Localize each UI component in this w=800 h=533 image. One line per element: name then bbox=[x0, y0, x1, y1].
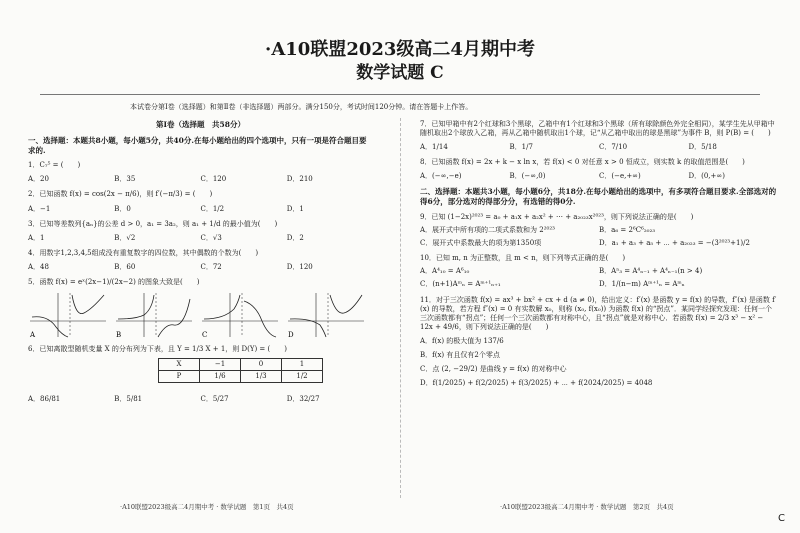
q9-option-a: A．展开式中所有项的二项式系数和为 2²⁰²³ bbox=[420, 226, 555, 235]
q2-option-b: B．0 bbox=[114, 204, 131, 213]
table-cell: X bbox=[159, 359, 200, 371]
right-column bbox=[420, 120, 778, 388]
q8-option-d: D．(0,+∞) bbox=[688, 172, 725, 181]
table-cell: 1 bbox=[282, 359, 323, 371]
question-5-stem: 5．函数 f(x) = eˣ(2x−1)/(2x−2) 的图象大致是( ) bbox=[28, 278, 200, 286]
q11-option-a: A．f(x) 的极大值为 137/6 bbox=[420, 336, 504, 345]
q6-option-c: C．5/27 bbox=[200, 395, 229, 404]
q4-option-c: C．72 bbox=[200, 262, 222, 271]
q6-option-d: D．32/27 bbox=[286, 395, 320, 404]
column-divider bbox=[400, 118, 401, 498]
q6-option-a: A．86/81 bbox=[28, 395, 61, 404]
question-6-stem: 6．已知离散型随机变量 X 的分布列为下表，且 Y = 1/3 X + 1，则 D(Y) = ( ) bbox=[28, 345, 287, 354]
q8-option-a: A．(−∞,−e) bbox=[420, 172, 462, 181]
q8-option-b: B．(−∞,0) bbox=[509, 172, 546, 181]
q1-option-d: D．210 bbox=[286, 175, 313, 184]
q5-graph-c bbox=[200, 291, 280, 339]
q11-option-b: B．f(x) 有且仅有2个零点 bbox=[420, 351, 500, 359]
question-7-stem: 7．已知甲箱中有2个红球和3个黑球，乙箱中有1个红球和3个黑球（所有球除颜色外完全相同），某学生先从甲箱中随机取出2个球放入乙箱，再从乙箱中随机取出1个球，记“从乙箱中取出的球是黑球”为事件 B，则 P(B) = ( ) bbox=[420, 120, 775, 138]
q5-graph-b bbox=[114, 291, 194, 339]
q3-option-a: A．1 bbox=[28, 233, 45, 242]
question-2-stem: 2．已知函数 f(x) = cos(2x − π/6)，则 f′(−π/3) = ( ) bbox=[28, 190, 213, 199]
table-cell: 1/2 bbox=[282, 371, 323, 383]
q7-option-a: A．1/14 bbox=[420, 143, 448, 152]
q4-option-b: B．60 bbox=[114, 262, 136, 271]
section-1-instructions: 一、选择题：本题共8小题，每小题5分，共40分.在每小题给出的四个选项中，只有一项是符合题目要求的. bbox=[28, 135, 367, 155]
q11-option-c: C．点 (2, −29/2) 是曲线 y = f(x) 的对称中心 bbox=[420, 365, 567, 374]
q5-label-a: A bbox=[30, 331, 36, 340]
page-mark: C bbox=[778, 513, 785, 524]
question-2 bbox=[28, 190, 373, 213]
q5-graph-a bbox=[28, 291, 108, 339]
question-10-stem: 10．已知 m, n 为正整数，且 m < n，则下列等式正确的是( ) bbox=[420, 254, 626, 263]
q8-option-c: C．(−e,+∞) bbox=[599, 172, 641, 181]
header-rule bbox=[40, 94, 760, 95]
q2-option-a: A．−1 bbox=[28, 204, 51, 213]
q9-option-c: C．展开式中系数最大的项为第1350项 bbox=[420, 239, 542, 248]
question-6 bbox=[28, 345, 373, 404]
question-3-stem: 3．已知等差数列{aₙ}的公差 d > 0，a₁ = 3a₂，则 a₁ + 1/d 的最小值为( ) bbox=[28, 219, 278, 228]
q3-option-d: D．2 bbox=[286, 233, 304, 242]
question-7 bbox=[420, 120, 778, 152]
q5-label-b: B bbox=[116, 331, 122, 340]
q2-option-d: D．1 bbox=[286, 204, 304, 213]
question-1 bbox=[28, 161, 373, 184]
q5-graph-d bbox=[286, 291, 366, 339]
q1-option-a: A．20 bbox=[28, 175, 49, 184]
q10-option-a: A．A⁴₁₀ = A⁶₁₀ bbox=[420, 267, 470, 276]
question-10 bbox=[420, 254, 778, 289]
q7-option-c: C．7/10 bbox=[599, 143, 628, 152]
question-3 bbox=[28, 220, 373, 243]
question-9-stem: 9．已知 (1−2x)²⁰²³ = a₀ + a₁x + a₂x² + ⋯ + a₂₀₂₃x²⁰²³，则下列说法正确的是( ) bbox=[420, 212, 694, 221]
table-cell: 0 bbox=[241, 359, 282, 371]
q7-option-b: B．1/7 bbox=[509, 143, 533, 152]
table-cell: −1 bbox=[200, 359, 241, 371]
q3-option-c: C．√3 bbox=[200, 233, 222, 242]
q9-option-b: B．a₆ = 2⁶C⁶₂₀₂₃ bbox=[599, 226, 656, 235]
question-1-stem: 1．C₇⁵ = ( ) bbox=[28, 161, 81, 170]
exam-subtitle: 数学试题 C bbox=[356, 63, 444, 83]
q7-option-d: D．5/18 bbox=[688, 143, 717, 152]
q1-option-c: C．120 bbox=[200, 175, 227, 184]
table-cell: 1/3 bbox=[241, 371, 282, 383]
question-9 bbox=[420, 213, 778, 248]
q11-option-d: D．f(1/2025) + f(2/2025) + f(3/2025) + ⋯ + f(2024/2025) = 4048 bbox=[420, 379, 653, 388]
q10-option-c: C．(n+1)Aᵐₙ = Aᵐ⁺¹ₙ₊₁ bbox=[420, 280, 501, 289]
question-11-stem: 11．对于三次函数 f(x) = ax³ + bx² + cx + d (a ≠ 0)，给出定义：f′(x) 是函数 y = f(x) 的导数，f″(x) 是函数 f′(x) 的导数，若方程 f″(x) = 0 有实数解 x₀，则称 (x₀, f(x₀)) 为函数 f(x) 的“拐点”．某同学经探究发现：任何一个三次函数都有“拐点”；任何一个三次函数都有对称中心，且“拐点”就是对称中心．若函数 f(x) = 2/3 x³ − x² − 12x + 49/6，则下列说法正确的是( ) bbox=[420, 295, 777, 331]
q10-option-d: D．1/(n−m) Aᵐ⁺¹ₙ = Aᵐₙ bbox=[599, 280, 685, 289]
q3-option-b: B．√2 bbox=[114, 233, 136, 242]
q6-option-b: B．5/81 bbox=[114, 395, 143, 404]
q4-option-d: D．120 bbox=[286, 262, 313, 271]
volume-title: 第Ⅰ卷（选择题 共58分） bbox=[156, 120, 245, 129]
question-5 bbox=[28, 278, 373, 339]
distribution-table bbox=[158, 358, 323, 383]
q10-option-b: B．Aⁿ₃ = A⁴ₙ₋₁ + A⁴ₙ₋₁(n > 4) bbox=[599, 267, 703, 276]
section-2-instructions: 二、选择题：本题共3小题，每小题6分，共18分.在每小题给出的选项中，有多项符合题目要求.全部选对的得6分，部分选对的得部分分，有选错的得0分. bbox=[420, 187, 777, 207]
q1-option-b: B．35 bbox=[114, 175, 136, 184]
exam-title: ·A10联盟2023级高二4月期中考 bbox=[265, 39, 535, 60]
q4-option-a: A．48 bbox=[28, 262, 49, 271]
question-8-stem: 8．已知函数 f(x) = 2x + k − x ln x，若 f(x) < 0 对任意 x > 0 恒成立，则实数 k 的取值范围是( ) bbox=[420, 158, 745, 167]
q5-label-c: C bbox=[202, 331, 208, 340]
page-footer-left: ·A10联盟2023级高二4月期中考 · 数学试题 第1页 共4页 bbox=[120, 503, 294, 511]
question-4 bbox=[28, 249, 373, 272]
page-footer-right: ·A10联盟2023级高二4月期中考 · 数学试题 第2页 共4页 bbox=[500, 503, 674, 511]
question-8 bbox=[420, 158, 778, 181]
q2-option-c: C．1/2 bbox=[200, 204, 225, 213]
q5-label-d: D bbox=[288, 331, 294, 340]
table-cell: 1/6 bbox=[200, 371, 241, 383]
question-11 bbox=[420, 296, 778, 389]
q9-option-d: D．a₁ + a₃ + a₅ + ⋯ + a₂₀₂₃ = −(3²⁰²³+1)/2 bbox=[599, 239, 750, 248]
exam-intro: 本试卷分第Ⅰ卷（选择题）和第Ⅱ卷（非选择题）两部分。满分150分，考试时间120分钟。请在答题卡上作答。 bbox=[130, 103, 473, 111]
table-cell: P bbox=[159, 371, 200, 383]
question-4-stem: 4．用数字1,2,3,4,5组成没有重复数字的四位数，其中偶数的个数为( ) bbox=[28, 248, 259, 257]
left-column bbox=[28, 120, 373, 404]
